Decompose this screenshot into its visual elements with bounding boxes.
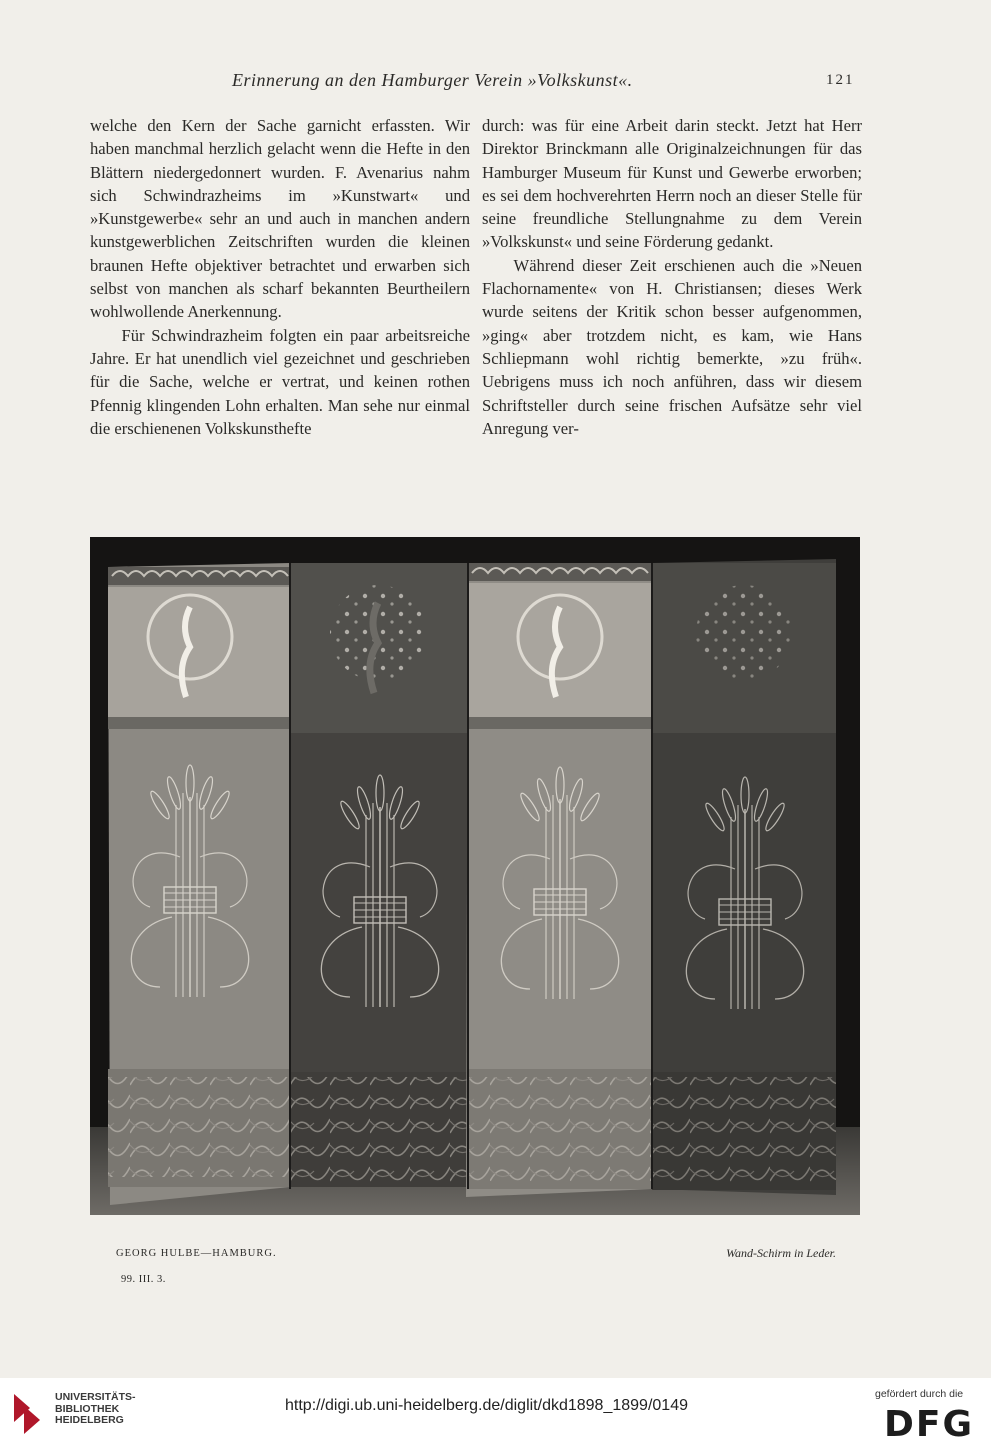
folding-screen-photo [90,537,860,1215]
paragraph: Während dieser Zeit erschienen auch die »Neuen Flachornamente« von H. Christiansen; dieses Werk wurde seitens der Kritik schon besser aufgenommen, »ging« aber trotzdem nicht, es kam, wie Hans Schliepmann wohl richtig bemerkte, »zu früh«. Uebrigens muss ich noch anführen, dass wir diesem Schriftsteller durch seine frischen Aufsätze sehr viel Anregung ver- [482,255,862,438]
screen-panel-4 [652,559,836,1195]
screen-panel-1 [108,563,290,1205]
dfg-logo: DFG [884,1404,975,1445]
paragraph: welche den Kern der Sache garnicht erfassten. Wir haben manchmal herzlich gelacht wenn die Hefte in den Blättern niedergedonnert wurden. F. Avenarius nahm sich Schwindrazheims im »Kunstwart« und »Kunstgewerbe« sehr an und auch in manchen andern kunstgewerblichen Zeitschriften wurden die kleinen braunen Hefte objektiver betrachtet und erwarben sich selbst von manchen als scharf bekannten Beurtheilern wohlwollende Anerkennung. [90,116,470,322]
running-title: Erinnerung an den Hamburger Verein »Volkskunst«. [232,70,633,90]
library-name: UNIVERSITÄTS- BIBLIOTHEK HEIDELBERG [55,1391,136,1426]
screen-panel-3 [466,563,652,1197]
paragraph: Für Schwindrazheim folgten ein paar arbeitsreiche Jahre. Er hat unendlich viel gezeichnet und geschrieben für die Sache, welche er vertrat, und keinen rothen Pfennig klingenden Lohn erhalten. Man sehe nur einmal die erschienenen Volkskunsthefte [90,325,470,438]
left-column [90,114,470,440]
screen-panel-2 [290,563,468,1187]
right-column [482,114,862,440]
funding-label: gefördert durch die [875,1388,964,1400]
university-library-logo-icon [10,1390,50,1438]
caption-title: Wand-Schirm in Leder. [726,1246,836,1260]
caption-maker: GEORG HULBE—HAMBURG. [116,1248,277,1259]
plate-reference: 99. III. 3. [121,1274,166,1285]
permalink[interactable]: http://digi.ub.uni-heidelberg.de/diglit/dkd1898_1899/0149 [285,1397,688,1414]
page-header [0,70,991,100]
paragraph: durch: was für eine Arbeit darin steckt. Jetzt hat Herr Direktor Brinckmann alle Originalzeichnungen für das Hamburger Museum für Kunst und Gewerbe erworben; es sei dem hochverehrten Herrn noch an dieser Stelle für seine freundliche Stellungnahme zu dem Verein »Volkskunst« und seine Förderung gedankt. [482,116,862,252]
digitization-footer [0,1378,991,1450]
page-number: 121 [826,72,855,88]
